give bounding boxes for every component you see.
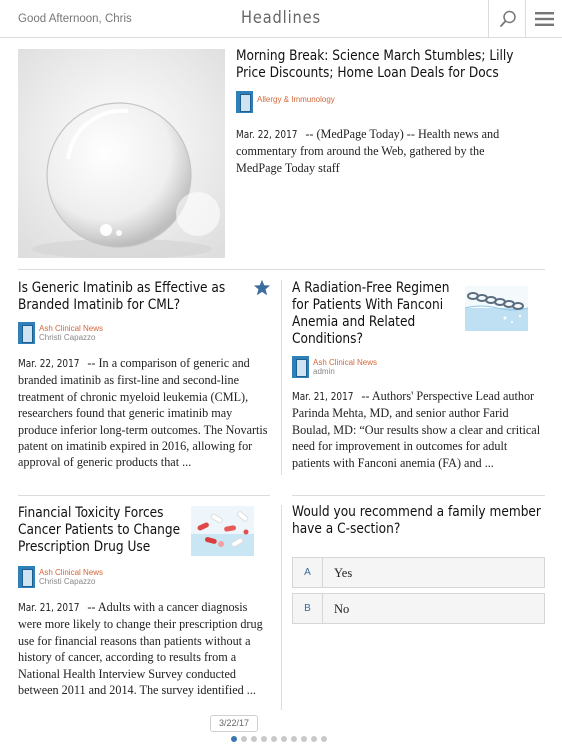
featured-summary [236, 126, 516, 176]
page-indicator[interactable] [231, 736, 327, 744]
page-dot[interactable] [251, 736, 257, 742]
article-summary-text: -- Adults with a cancer diagnosis were more likely to change their prescription drug use for financial reasons than patients without a history of cancer, according to results from a National Health Interview Survey conducted between 2011 and 2014. The survey identified ... [18, 600, 263, 698]
article-headline-line-3[interactable]: Anemia and Related [292, 314, 416, 330]
source-name: Ash Clinical News [313, 358, 378, 367]
app-header [0, 0, 562, 38]
star-icon[interactable] [253, 279, 271, 296]
page-dot[interactable] [231, 736, 237, 742]
poll-option-yes[interactable] [292, 557, 545, 588]
source-logo-icon [18, 322, 35, 344]
column-divider [281, 280, 282, 475]
poll-option-letter: B [293, 594, 323, 623]
source-name: Allergy & Immunology [257, 95, 335, 104]
article-summary-text: -- Authors' Perspective Lead author Parinda Mehta, MD, and senior author Farid Boulad, MD: “Our results show a clear and critical need for improvement in outcomes for adult patients with Fanconi anemia (FA) and ... [292, 389, 541, 470]
source-logo-icon [292, 356, 309, 378]
article-date: Mar. 22, 2017 [18, 358, 80, 370]
featured-headline-line-2[interactable]: Price Discounts; Home Loan Deals for Docs [236, 65, 499, 81]
article-summary-text: -- (MedPage Today) -- Health news and commentary from around the Web, gathered by the MedPage Today staff [236, 127, 500, 175]
article-headline-line-4[interactable]: Conditions? [292, 331, 363, 347]
source-author: Christi Capazzo [39, 333, 96, 342]
crystal-sphere-image [18, 49, 225, 258]
article-headline-line-2[interactable]: Branded Imatinib for CML? [18, 297, 181, 313]
page-dot[interactable] [271, 736, 277, 742]
greeting-text: Good Afternoon, Chris [18, 13, 132, 25]
row-divider [18, 495, 270, 496]
poll-option-no[interactable] [292, 593, 545, 624]
source-author: Christi Capazzo [39, 577, 96, 586]
source-logo-icon [18, 566, 35, 588]
article-summary-text: -- In a comparison of generic and branded imatinib as first-line and second-line treatment of chronic myeloid leukemia (CML), researchers found that generic imatinib may produce inferior long-term outcomes. The Novartis patent on imatinib expired in 2016, allowing for approval of generic products that ... [18, 356, 268, 470]
page-dot[interactable] [321, 736, 327, 742]
poll-question-line-2: have a C-section? [292, 521, 401, 537]
current-date-label: 3/22/17 [210, 715, 258, 732]
row-divider [292, 495, 545, 496]
article-summary [18, 355, 270, 471]
page-title: Headlines [241, 8, 321, 28]
poll-option-letter: A [293, 558, 323, 587]
source-author: admin [313, 367, 335, 376]
article-headline-line-2[interactable]: for Patients With Fanconi [292, 297, 444, 313]
article-headline-line-1[interactable]: Financial Toxicity Forces [18, 505, 164, 521]
pills-image [191, 506, 254, 556]
featured-headline-line-1[interactable]: Morning Break: Science March Stumbles; Lilly [236, 48, 514, 64]
dna-chain-water-image [465, 286, 528, 331]
poll-question-line-1: Would you recommend a family member [292, 504, 541, 520]
poll-question [292, 504, 541, 538]
source-name: Ash Clinical News [39, 324, 104, 333]
page-dot[interactable] [261, 736, 267, 742]
article-summary [18, 599, 271, 698]
article-date: Mar. 21, 2017 [292, 391, 354, 403]
page-dot[interactable] [291, 736, 297, 742]
article-summary [292, 388, 544, 471]
search-button[interactable] [488, 0, 526, 38]
page-dot[interactable] [281, 736, 287, 742]
row-divider [18, 269, 545, 270]
article-headline-line-1[interactable]: A Radiation-Free Regimen [292, 280, 450, 296]
article-date: Mar. 21, 2017 [18, 602, 80, 614]
article-headline-line-3[interactable]: Prescription Drug Use [18, 539, 151, 555]
column-divider [281, 505, 282, 710]
article-headline-line-2[interactable]: Cancer Patients to Change [18, 522, 181, 538]
source-name: Ash Clinical News [39, 568, 104, 577]
poll-option-text: No [334, 602, 350, 616]
page-dot[interactable] [301, 736, 307, 742]
article-date: Mar. 22, 2017 [236, 129, 298, 141]
search-icon [499, 10, 517, 28]
poll-option-text: Yes [334, 566, 353, 580]
source-logo-icon [236, 91, 253, 113]
page-dot[interactable] [311, 736, 317, 742]
menu-button[interactable] [525, 0, 562, 38]
page-dot[interactable] [241, 736, 247, 742]
hamburger-menu-icon [535, 11, 554, 27]
article-headline-line-1[interactable]: Is Generic Imatinib as Effective as [18, 280, 226, 296]
